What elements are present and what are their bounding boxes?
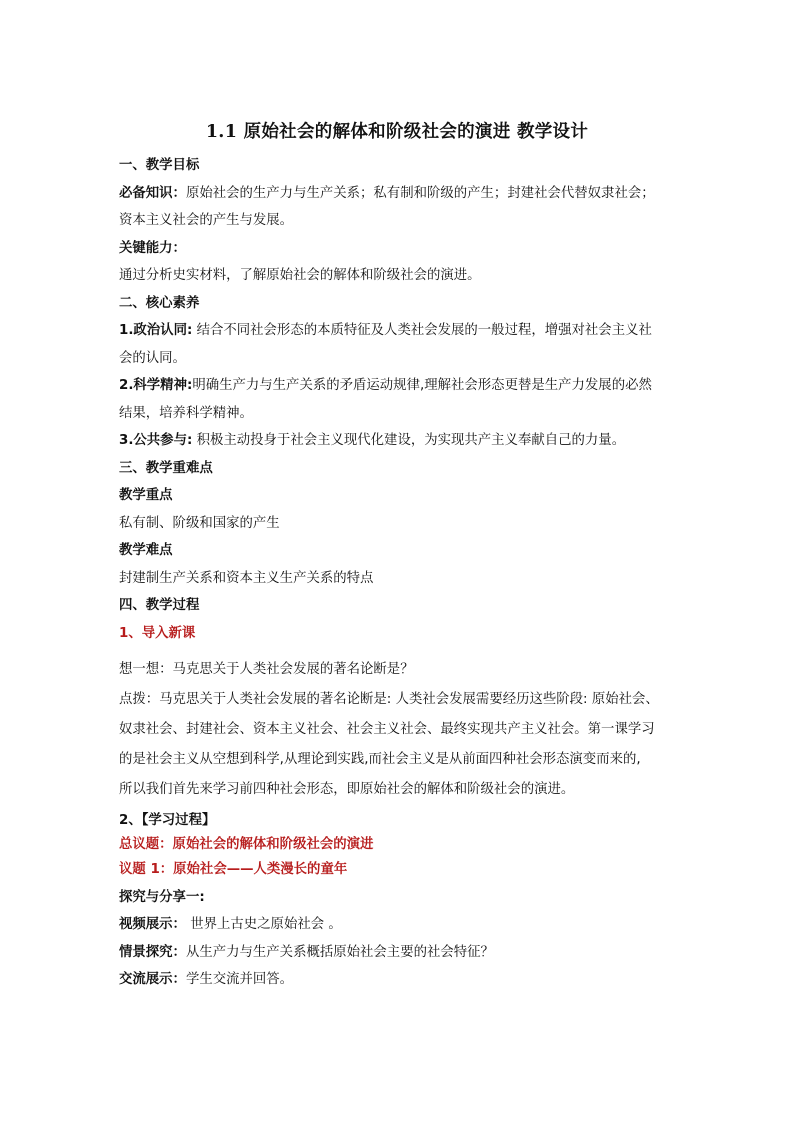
paragraph-political-identity bbox=[119, 317, 679, 345]
text-teaching-focus: 私有制、阶级和国家的产生 bbox=[119, 515, 280, 531]
label-teaching-difficulty: 教学难点 bbox=[119, 543, 173, 558]
text-video: 世界上古史之原始社会 。 bbox=[185, 917, 342, 932]
text-essential-knowledge-cont: 资本主义社会的产生与发展。 bbox=[119, 213, 294, 228]
section-heading-core-literacy: 二、核心素养 bbox=[119, 295, 200, 311]
text-public-participation: 积极主动投身于社会主义现代化建设，为实现共产主义奉献自己的力量。 bbox=[192, 433, 626, 448]
text-think: 想一想：马克思关于人类社会发展的著名论断是？ bbox=[119, 662, 414, 677]
topic-one: 议题 1：原始社会——人类漫长的童年 bbox=[119, 862, 348, 877]
document-body bbox=[119, 152, 679, 994]
text-hint-line3: 的是社会主义从空想到科学,从理论到实践,而社会主义是从前面四种社会形态演变而来的, bbox=[119, 752, 641, 767]
text-teaching-difficulty: 封建制生产关系和资本主义生产关系的特点 bbox=[119, 570, 374, 586]
step-learning-process: 2、【学习过程】 bbox=[119, 813, 216, 828]
section-heading-key-points: 三、教学重难点 bbox=[119, 460, 213, 476]
paragraph-public-participation bbox=[119, 427, 679, 455]
paragraph-video bbox=[119, 911, 679, 939]
text-political-identity: 结合不同社会形态的本质特征及人类社会发展的一般过程，增强对社会主义社 bbox=[192, 323, 652, 338]
label-video: 视频展示： bbox=[119, 917, 186, 932]
section-heading-process: 四、教学过程 bbox=[119, 598, 200, 613]
text-scientific-spirit: 明确生产力与生产关系的矛盾运动规律,理解社会形态更替是生产力发展的必然 bbox=[192, 378, 652, 393]
topic-main: 总议题：原始社会的解体和阶级社会的演进 bbox=[119, 837, 374, 852]
paragraph-essential-knowledge bbox=[119, 180, 679, 208]
text-hint-line2: 奴隶社会、封建社会、资本主义社会、社会主义社会、最终实现共产主义社会。第一课学习 bbox=[119, 722, 655, 737]
label-key-ability: 关键能力： bbox=[119, 240, 186, 256]
text-scene: 从生产力与生产关系概括原始社会主要的社会特征？ bbox=[185, 944, 494, 960]
text-exchange: 学生交流并回答。 bbox=[185, 972, 294, 987]
section-heading-objectives: 一、教学目标 bbox=[119, 158, 200, 173]
text-essential-knowledge: 原始社会的生产力与生产关系；私有制和阶级的产生；封建社会代替奴隶社会； bbox=[185, 185, 655, 201]
label-teaching-focus: 教学重点 bbox=[119, 488, 173, 503]
label-exchange: 交流展示： bbox=[119, 972, 186, 987]
paragraph-scene bbox=[119, 939, 679, 967]
text-hint-line4: 所以我们首先来学习前四种社会形态，即原始社会的解体和阶级社会的演进。 bbox=[119, 782, 575, 797]
label-explore-share: 探究与分享一: bbox=[119, 889, 205, 905]
label-essential-knowledge: 必备知识： bbox=[119, 185, 186, 201]
label-scientific-spirit: 2.科学精神: bbox=[119, 378, 193, 393]
label-public-participation: 3.公共参与: bbox=[119, 433, 193, 448]
step-introduction: 1、导入新课 bbox=[119, 625, 196, 641]
label-political-identity: 1.政治认同: bbox=[119, 323, 193, 338]
paragraph-exchange bbox=[119, 966, 679, 994]
document-title: 1.1 原始社会的解体和阶级社会的演进 教学设计 bbox=[205, 122, 589, 142]
label-scene: 情景探究： bbox=[119, 944, 186, 960]
text-key-ability: 通过分析史实材料，了解原始社会的解体和阶级社会的演进。 bbox=[119, 268, 481, 283]
text-political-identity-cont: 会的认同。 bbox=[119, 350, 186, 366]
text-hint-line1: 点拨：马克思关于人类社会发展的著名论断是: 人类社会发展需要经历这些阶段: 原始社会、 bbox=[119, 692, 659, 707]
text-scientific-spirit-cont: 结果，培养科学精神。 bbox=[119, 405, 253, 421]
paragraph-scientific-spirit bbox=[119, 372, 679, 400]
